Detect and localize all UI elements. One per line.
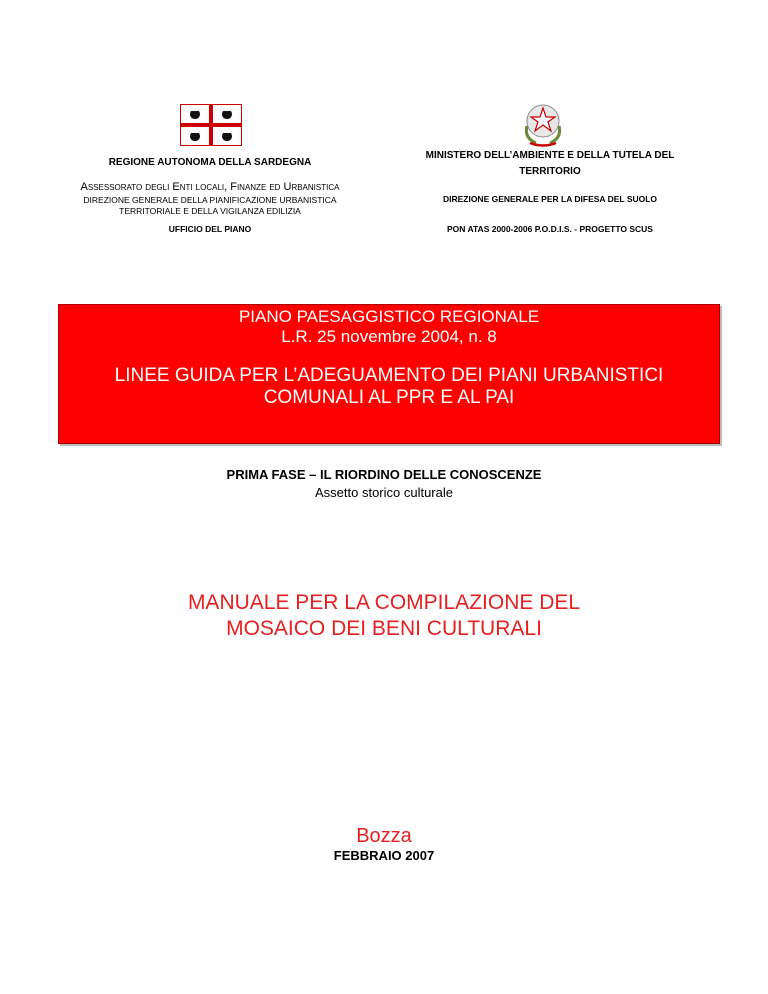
sardinia-flag-logo	[180, 104, 242, 146]
direzione-line-2: TERRITORIALE E DELLA VIGILANZA EDILIZIA	[119, 206, 301, 216]
direzione-difesa-suolo: DIREZIONE GENERALE PER LA DIFESA DEL SUOLO	[442, 194, 658, 204]
draft-status: Bozza	[356, 825, 412, 847]
title-banner	[58, 304, 720, 444]
ministero-line-1: MINISTERO DELL’AMBIENTE E DELLA TUTELA DEL	[425, 150, 675, 161]
programma-name: PON ATAS 2000-2006 P.O.D.I.S. - PROGETTO SCUS	[447, 224, 653, 234]
direzione-line-1: DIREZIONE GENERALE DELLA PIANIFICAZIONE URBANISTICA	[83, 195, 337, 205]
manual-title-line-1: MANUALE PER LA COMPILAZIONE DEL	[187, 591, 581, 614]
banner-plan-title: PIANO PAESAGGISTICO REGIONALE	[238, 307, 540, 326]
banner-law-reference: L.R. 25 novembre 2004, n. 8	[281, 327, 497, 346]
manual-title-line-2: MOSAICO DEI BENI CULTURALI	[226, 617, 542, 640]
banner-guidelines-line-1: LINEE GUIDA PER L’ADEGUAMENTO DEI PIANI URBANISTICI	[114, 365, 664, 386]
document-date: FEBBRAIO 2007	[333, 848, 435, 863]
italian-republic-emblem-icon	[518, 98, 568, 148]
banner-guidelines-line-2: COMUNALI AL PPR E AL PAI	[263, 387, 515, 408]
ministero-line-2: TERRITORIO	[519, 166, 581, 177]
assessorato-name: Assessorato degli Enti locali, Finanze ed Urbanistica	[80, 181, 340, 193]
region-name: REGIONE AUTONOMA DELLA SARDEGNA	[108, 157, 312, 168]
phase-subtitle: Assetto storico culturale	[314, 485, 453, 500]
phase-title: PRIMA FASE – IL RIORDINO DELLE CONOSCENZE	[226, 467, 542, 482]
ufficio-name: UFFICIO DEL PIANO	[168, 224, 252, 234]
